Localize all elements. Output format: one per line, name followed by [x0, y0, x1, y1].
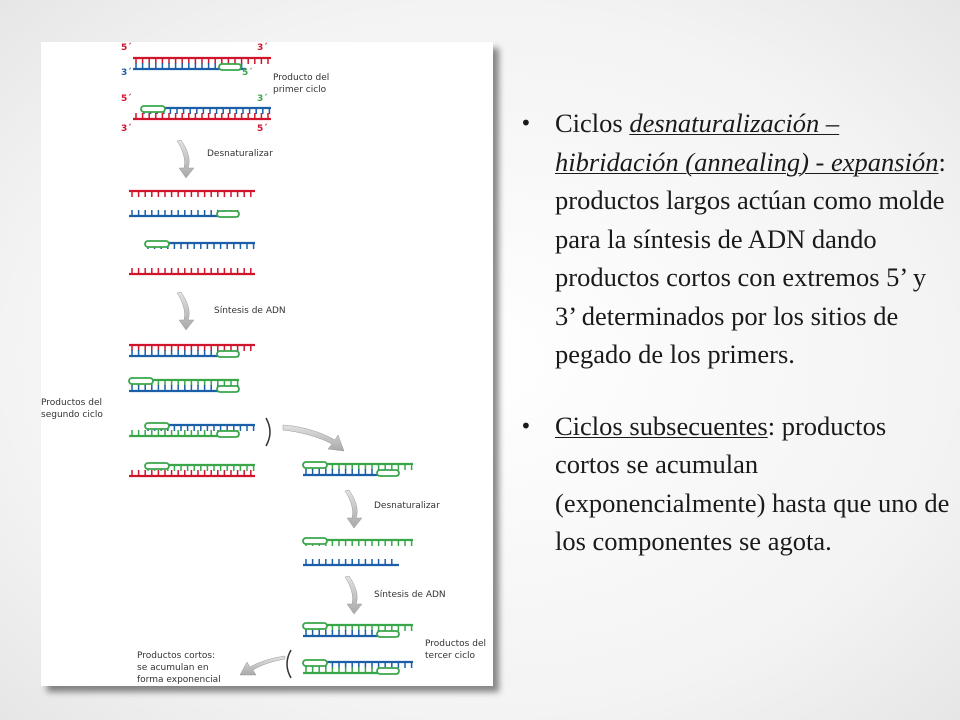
down-arrow-3: [345, 490, 362, 528]
bullet-1-prefix: Ciclos: [555, 108, 630, 138]
label-synthesis-1: Síntesis de ADN: [214, 306, 286, 316]
down-arrow-1: [177, 140, 194, 178]
down-arrow-2: [177, 292, 194, 330]
bullet-dot-icon: •: [520, 111, 532, 135]
left-arrow: [240, 656, 285, 675]
label-denaturalize-1: Desnaturalizar: [207, 149, 273, 159]
right-arrow: [283, 425, 344, 451]
bullet-2-term: Ciclos subsecuentes: [555, 410, 768, 441]
label-denaturalize-2: Desnaturalizar: [374, 501, 440, 511]
dna-strand: [129, 191, 255, 197]
bullet-1-term: desnaturalización – hibridación (annealing) - expansión: [555, 108, 939, 177]
primer-marker: [217, 386, 239, 392]
bracket-second-cycle: [266, 418, 270, 446]
bullet-2-text: : productos cortos se acumulan (exponencialmente) hasta que uno de los componentes se agota.: [555, 410, 950, 556]
primer-marker: [129, 378, 153, 384]
down-arrow-4: [345, 576, 362, 614]
label-short-products-line3: forma exponencial: [137, 675, 221, 685]
primer-marker: [145, 241, 169, 247]
primer-marker: [217, 211, 239, 217]
label-third-cycle-line1: Productos del: [425, 639, 486, 649]
end-label-5-g1: 5´: [242, 68, 253, 78]
label-second-cycle-line1: Productos del: [41, 398, 102, 408]
label-short-products-line1: Productos cortos:: [137, 651, 216, 661]
bullet-item-cycles: [520, 104, 950, 374]
primer-marker: [217, 431, 239, 437]
primer-marker: [377, 631, 399, 637]
label-third-cycle-line2: tercer ciclo: [425, 651, 476, 661]
bullet-item-subsequent: [520, 407, 950, 561]
end-label-3-r2: 3´: [121, 124, 132, 134]
end-label-5-r1: 5´: [121, 43, 132, 53]
primer-marker: [217, 351, 239, 357]
end-label-3-g2: 3´: [257, 94, 268, 104]
primer-marker: [303, 462, 327, 468]
primer-marker: [145, 463, 169, 469]
label-synthesis-2: Síntesis de ADN: [374, 590, 446, 600]
label-short-products-line2: se acumulan en: [137, 663, 209, 673]
primer-marker: [377, 668, 399, 674]
bracket-third-cycle: [287, 650, 291, 678]
primer-marker: [219, 64, 241, 70]
primer-marker: [141, 106, 165, 112]
primer-marker: [303, 660, 327, 666]
bullet-1-text: : productos largos actúan como molde para la síntesis de ADN dando productos cortos con extremos 5’ y 3’ determinados por los sitios de pegado de los primers.: [555, 146, 946, 369]
label-second-cycle-line2: segundo ciclo: [41, 410, 103, 420]
bullet-list: [520, 104, 950, 561]
primer-marker: [303, 623, 327, 629]
end-label-5-r3: 5´: [257, 124, 268, 134]
label-first-cycle-line2: primer ciclo: [273, 85, 327, 95]
primer-marker: [377, 470, 399, 476]
primer-marker: [145, 423, 169, 429]
dna-strand: [303, 559, 399, 565]
label-first-cycle-line1: Producto del: [273, 73, 330, 83]
bullet-dot-icon: •: [520, 413, 532, 438]
pcr-cycle-diagram: [41, 42, 493, 686]
end-label-3-r1: 3´: [257, 43, 268, 53]
dna-strand: [129, 268, 255, 274]
end-label-5-r2: 5´: [121, 94, 132, 104]
primer-marker: [303, 538, 327, 544]
end-label-3-b1: 3´: [121, 68, 132, 78]
